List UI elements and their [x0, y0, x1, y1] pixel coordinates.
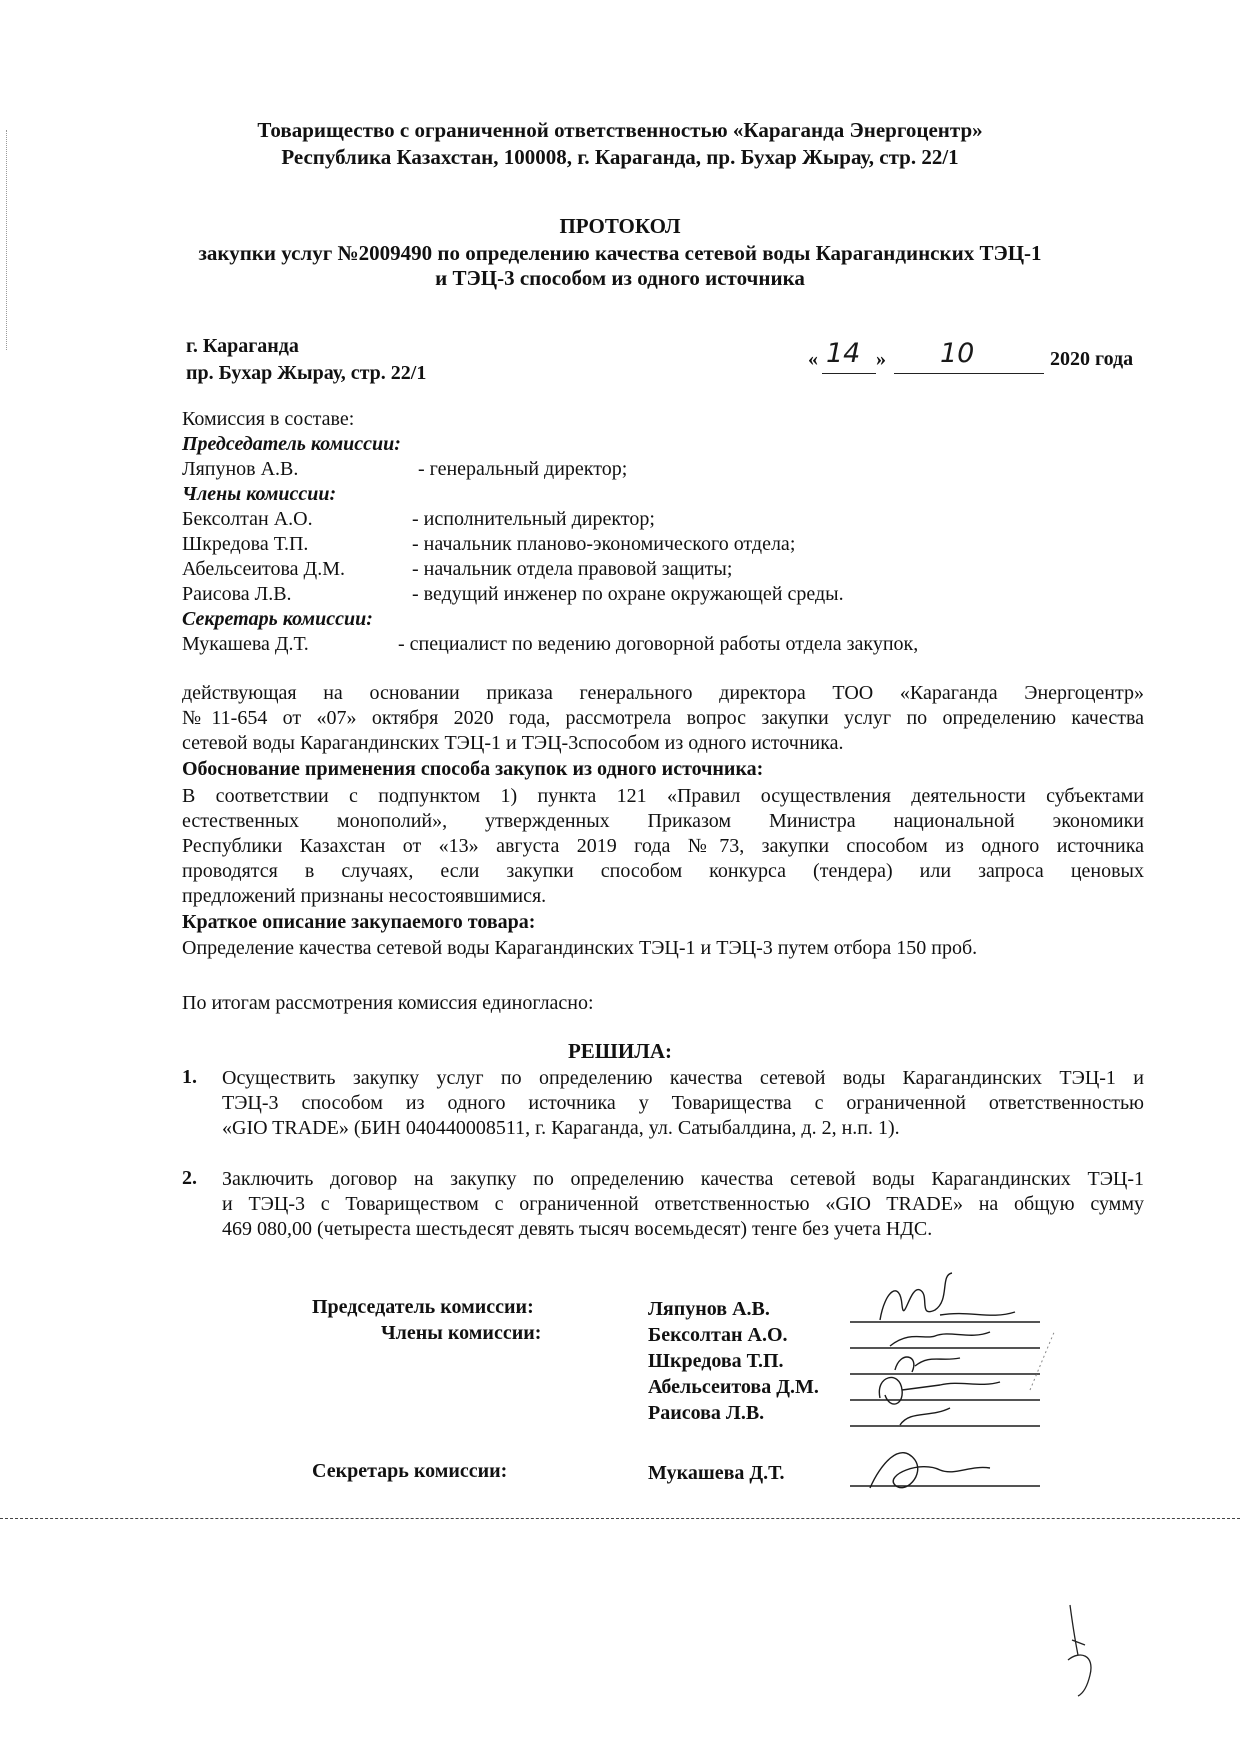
paragraph-line: Республики Казахстан от «13» августа 2019 года №73, закупки способом из одного источника	[182, 835, 1144, 857]
org-name: Товарищество с ограниченной ответственностью «Караганда Энергоцентр»	[257, 118, 983, 142]
paragraph-line: ТЭЦ-3 способом из одного источника у Товарищества с ограниченной ответственностью	[222, 1092, 1144, 1114]
paragraph-line: №11-654 от «07» октября 2020 года, рассмотрела вопрос закупки услуг по определению качества	[182, 707, 1144, 729]
paragraph-line: сетевой воды Карагандинских ТЭЦ-1 и ТЭЦ-3способом из одного источника.	[182, 732, 844, 754]
paragraph-line: естественных монополий», утвержденных Приказом Министра национальной экономики	[182, 810, 1144, 832]
chairman-heading: Председатель комиссии:	[182, 433, 401, 455]
description-heading: Краткое описание закупаемого товара:	[182, 911, 536, 933]
paragraph-line: В соответствии с подпунктом 1) пункта 121 «Правил осуществления деятельности субъектами	[182, 785, 1144, 807]
paragraph-line: проводятся в случаях, если закупки способом конкурса (тендера) или запроса ценовых	[182, 860, 1144, 882]
members-heading: Члены комиссии:	[182, 483, 337, 505]
description-text: Определение качества сетевой воды Карагандинских ТЭЦ-1 и ТЭЦ-3 путем отбора 150 проб.	[182, 937, 978, 959]
protocol-subtitle-2: и ТЭЦ-3 способом из одного источника	[435, 266, 805, 290]
secretary-heading: Секретарь комиссии:	[182, 608, 373, 630]
commission-intro: Комиссия в составе:	[182, 408, 355, 430]
date-close-quote: »	[876, 348, 886, 370]
member-name: Шкредова Т.П.	[182, 533, 309, 555]
member-name: Раисова Л.В.	[182, 583, 292, 605]
member-name: Бексолтан А.О.	[182, 508, 313, 530]
member-signature	[900, 1408, 950, 1425]
place-city: г. Караганда	[186, 335, 299, 357]
signatory-name: Шкредова Т.П.	[648, 1350, 784, 1372]
secretary-role: - специалист по ведению договорной работы отдела закупок,	[398, 633, 919, 655]
signatory-name: Раисова Л.В.	[648, 1402, 765, 1424]
chairman-role: - генеральный директор;	[418, 458, 628, 480]
secretary-name: Мукашева Д.Т.	[182, 633, 309, 655]
paragraph-line: «GIO TRADE» (БИН 040440008511, г. Караганда, ул. Сатыбалдина, д. 2, н.п. 1).	[222, 1117, 900, 1139]
decision-heading: РЕШИЛА:	[567, 1039, 673, 1063]
protocol-subtitle-1: закупки услуг №2009490 по определению качества сетевой воды Карагандинских ТЭЦ-1	[198, 241, 1042, 265]
decision-item	[222, 1066, 1144, 1141]
paragraph-line: Осуществить закупку услуг по определению качества сетевой воды Карагандинских ТЭЦ-1 и	[222, 1067, 1144, 1089]
justification-paragraph	[182, 784, 1144, 909]
protocol-title: ПРОТОКОЛ	[559, 214, 681, 238]
basis-paragraph	[182, 681, 1144, 756]
chairman-name: Ляпунов А.В.	[182, 458, 299, 480]
date-month-handwritten: 10	[940, 338, 975, 369]
member-signature	[890, 1332, 990, 1346]
signature-secretary-label: Секретарь комиссии:	[312, 1460, 508, 1482]
member-role: - исполнительный директор;	[412, 508, 655, 530]
member-signature	[895, 1357, 960, 1372]
decision-item	[222, 1167, 1144, 1242]
member-role: - ведущий инженер по охране окружающей среды.	[412, 583, 844, 605]
handwritten-corner-mark	[1050, 1600, 1110, 1700]
member-name: Абельсеитова Д.М.	[182, 558, 345, 580]
signatory-name: Бексолтан А.О.	[648, 1324, 788, 1346]
secretary-signatory-name: Мукашева Д.Т.	[648, 1462, 785, 1484]
handwritten-signatures	[840, 1270, 1060, 1510]
signature-chairman-label: Председатель комиссии:	[312, 1296, 534, 1318]
org-address: Республика Казахстан, 100008, г. Караганда, пр. Бухар Жырау, стр. 22/1	[281, 145, 959, 169]
result-intro: По итогам рассмотрения комиссия единогласно:	[182, 992, 594, 1014]
decision-item-number: 2.	[182, 1167, 197, 1189]
date-year: 2020 года	[1050, 348, 1134, 370]
secretary-signature	[870, 1453, 990, 1488]
decision-item-number: 1.	[182, 1066, 197, 1088]
paragraph-line: действующая на основании приказа генерального директора ТОО «Караганда Энергоцентр»	[182, 682, 1144, 704]
justification-heading: Обоснование применения способа закупок из одного источника:	[182, 758, 764, 780]
signatory-name: Абельсеитова Д.М.	[648, 1376, 819, 1398]
paragraph-line: предложений признаны несостоявшимися.	[182, 885, 547, 907]
paragraph-line: 469 080,00 (четыреста шестьдесят девять тысяч восемьдесят) тенге без учета НДС.	[222, 1218, 933, 1240]
paragraph-line: Заключить договор на закупку по определению качества сетевой воды Карагандинских ТЭЦ-1	[222, 1168, 1144, 1190]
place-street: пр. Бухар Жырау, стр. 22/1	[186, 362, 427, 384]
date-open-quote: «	[808, 348, 818, 370]
signatory-name: Ляпунов А.В.	[648, 1298, 770, 1320]
member-role: - начальник отдела правовой защиты;	[412, 558, 733, 580]
member-role: - начальник планово-экономического отдела;	[412, 533, 796, 555]
signature-members-label: Члены комиссии:	[381, 1322, 542, 1344]
paragraph-line: и ТЭЦ-3 с Товариществом с ограниченной ответственностью «GIO TRADE» на общую сумму	[222, 1193, 1144, 1215]
date-day-handwritten: 14	[826, 338, 861, 369]
page-divider	[0, 1518, 1240, 1519]
chairman-signature	[880, 1273, 1015, 1320]
